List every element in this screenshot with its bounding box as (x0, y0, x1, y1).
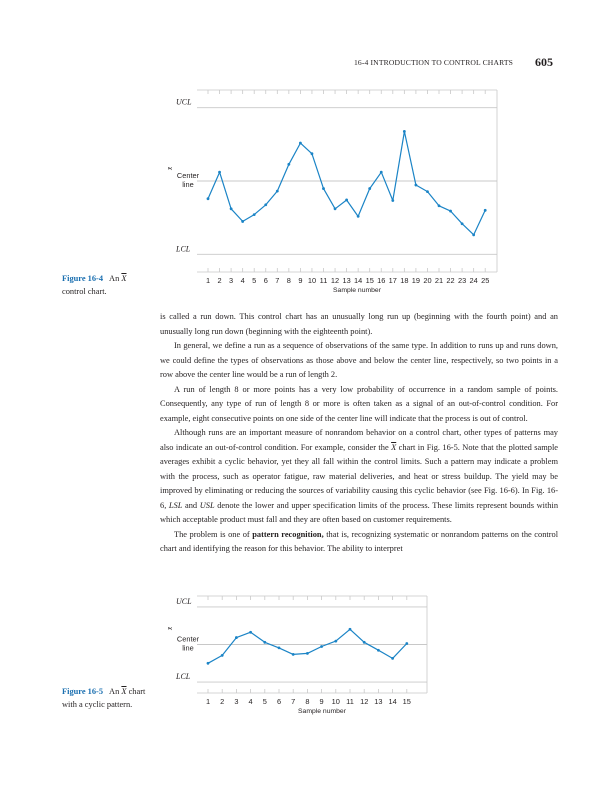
fig16-5-x-tick-label: 11 (346, 697, 354, 706)
fig16-4-x-tick-label: 8 (286, 276, 291, 285)
fig16-5-data-point (306, 652, 309, 655)
fig16-5-data-point (263, 641, 266, 644)
fig16-5-x-tick-label: 14 (388, 697, 397, 706)
fig16-4-y-axis-label: x̄ (166, 166, 174, 170)
fig16-4-x-tick-label: 24 (469, 276, 478, 285)
fig16-5-data-point (377, 649, 380, 652)
fig16-4-data-point (230, 207, 233, 210)
p5-pattern-recognition: pattern recognition, (252, 529, 324, 539)
fig16-4-x-tick-label: 16 (377, 276, 386, 285)
fig16-4-data-point (484, 209, 487, 212)
fig16-5-x-tick-label: 15 (402, 697, 411, 706)
fig16-5-data-point (334, 640, 337, 643)
fig16-5-x-axis-label: Sample number (298, 708, 346, 715)
fig16-4-x-tick-label: 12 (330, 276, 340, 285)
p5-part-a: The problem is one of (174, 529, 250, 539)
page-number: 605 (535, 55, 553, 69)
fig16-5-data-point (221, 654, 224, 657)
paragraph-4 (160, 426, 558, 528)
paragraph-3: A run of length 8 or more points has a very low probability of occurrence in a random sample of points. Consequently, any type of run of length 8 or more is often taken as a signal of an out-of-control condition. For example, eight consecutive points on one side of the center line will indicate that the process is out of control. (160, 384, 558, 423)
fig16-5-data-point (292, 653, 295, 656)
fig16-5-data-point (405, 642, 408, 645)
figure-16-5-caption (62, 685, 158, 711)
fig16-5-x-tick-label: 3 (234, 697, 239, 706)
fig16-4-series-line (208, 132, 485, 235)
fig16-4-x-tick-label: 14 (354, 276, 363, 285)
fig16-4-data-point (415, 184, 418, 187)
fig16-4-data-point (426, 190, 429, 193)
fig16-4-x-tick-label: 5 (252, 276, 257, 285)
figure-16-4-caption (62, 272, 152, 298)
fig16-5-x-tick-label: 2 (220, 697, 225, 706)
fig16-4-x-tick-label: 17 (388, 276, 397, 285)
fig16-5-ucl-label: UCL (176, 596, 192, 606)
section-title: 16-4 INTRODUCTION TO CONTROL CHARTS (353, 58, 513, 67)
fig16-4-x-axis-label: Sample number (333, 287, 381, 294)
fig16-4-data-point (380, 171, 383, 174)
p4-lsl: LSL (168, 500, 183, 510)
fig16-4-x-tick-label: 22 (446, 276, 455, 285)
fig16-5-data-point (320, 645, 323, 648)
fig16-4-data-point (368, 187, 371, 190)
fig16-5-data-point (278, 646, 281, 649)
fig16-4-data-point (472, 233, 475, 236)
fig16-5-x-tick-label: 6 (276, 697, 282, 706)
p5-part-c: that is, recognizing systematic or nonrandom patterns on the control chart and identifying the reason for this behavior. The ability to interpret (160, 529, 559, 553)
fig16-4-data-point (207, 197, 210, 200)
body-text (160, 310, 558, 557)
fig16-4-x-tick-label: 9 (298, 276, 303, 285)
fig16-5-x-tick-label: 9 (319, 697, 324, 706)
fig16-4-data-point (322, 187, 325, 190)
fig16-4-x-tick-label: 4 (240, 276, 245, 285)
fig16-4-x-tick-label: 11 (319, 276, 328, 285)
paragraph-5 (160, 528, 558, 557)
fig16-5-y-axis-label: x̄ (166, 626, 174, 630)
fig16-5-x-tick-label: 1 (205, 697, 211, 706)
fig16-5-data-point (349, 628, 352, 631)
fig16-4-center-label-1: Center (176, 171, 200, 180)
fig16-4-x-tick-label: 25 (481, 276, 490, 285)
fig16-4-data-point (391, 199, 394, 202)
figure-16-5-number: Figure 16-5 (62, 687, 104, 696)
fig16-5-data-point (363, 641, 366, 644)
fig16-5-data-point (235, 636, 238, 639)
fig16-4-x-tick-label: 2 (217, 276, 222, 285)
fig16-5-data-point (207, 662, 210, 665)
fig16-4-data-point (345, 199, 348, 202)
fig16-4-x-tick-label: 21 (434, 276, 444, 285)
fig16-4-data-point (334, 207, 337, 210)
fig16-5-center-label-1: Center (176, 634, 200, 644)
fig16-4-data-point (449, 210, 452, 213)
figure-16-4-number: Figure 16-4 (62, 274, 104, 283)
fig16-4-data-point (276, 190, 279, 193)
fig16-4-data-point (241, 220, 244, 223)
fig16-4-data-point (311, 152, 314, 155)
p4-part-a: Although runs are an important measure of nonrandom behavior on a control chart, other types of patterns may also indicate an out-of-control condition. For example, consider the (160, 428, 558, 452)
fig16-5-data-point (391, 657, 394, 660)
fig16-4-x-tick-label: 19 (411, 276, 421, 285)
fig16-4-data-point (218, 171, 221, 174)
fig16-5-x-tick-label: 12 (360, 697, 369, 706)
fig16-4-x-tick-label: 3 (229, 276, 234, 285)
figure-16-4-caption-text: An $\overline{X}$ control chart. (62, 274, 127, 296)
fig16-4-center-label-2: line (182, 180, 194, 189)
fig16-5-x-tick-label: 7 (291, 697, 296, 706)
fig16-4-x-tick-label: 15 (365, 276, 374, 285)
fig16-4-x-tick-label: 1 (205, 276, 211, 285)
fig16-4-x-tick-label: 20 (423, 276, 432, 285)
fig16-5-x-tick-label: 8 (305, 697, 310, 706)
fig16-4-x-tick-label: 6 (263, 276, 268, 285)
fig16-4-ucl-label: UCL (176, 97, 192, 107)
fig16-4-data-point (461, 222, 464, 225)
p4-part-c: chart in Fig. 16-5. Note that the plotted sample averages exhibit a cyclic behavior, yet they all fall within the control limits. Such a pattern may indicate a problem with the process, such as operator fatigue, raw material deliveries, and heat or stress buildup. The yield may be improved by eliminating or reducing the sources of variability causing this cyclic behavior (see Fig. 16-6). In Fig. 16-6, (160, 442, 559, 510)
fig16-5-lcl-label: LCL (176, 672, 191, 682)
fig16-4-data-point (438, 204, 441, 207)
fig16-4-data-point (253, 213, 256, 216)
p4-xbar-symbol: $\overline{X}$ (391, 442, 397, 452)
fig16-4-data-point (357, 215, 360, 218)
fig16-4-data-point (299, 142, 302, 145)
fig16-4-x-tick-label: 13 (342, 276, 351, 285)
fig16-4-data-point (287, 163, 290, 166)
fig16-4-x-tick-label: 23 (457, 276, 467, 285)
fig16-5-data-point (249, 631, 252, 634)
fig16-5-center-label-2: line (182, 643, 194, 653)
fig16-5-x-tick-label: 10 (331, 697, 340, 706)
p4-part-g: denote the lower and upper specification limits of the process. These limits represent bounds within which acceptable product must fall and they are often based on customer requirements. (160, 500, 559, 524)
paragraph-1: is called a run down. This control chart has an unusually long run up (beginning with the fourth point) and an unusually long run down (beginning with the eighteenth point). (160, 312, 558, 336)
fig16-4-data-point (264, 203, 267, 206)
paragraph-2: In general, we define a run as a sequence of observations of the same type. In addition to runs up and runs down, we could define the types of observations as those above and below the center line, respectively, so two points in a row above the center line would be a run of length 2. (160, 341, 558, 379)
fig16-4-x-tick-label: 18 (400, 276, 409, 285)
fig16-4-x-tick-label: 10 (307, 276, 317, 285)
fig16-4-lcl-label: LCL (176, 244, 191, 254)
fig16-5-x-tick-label: 13 (374, 697, 383, 706)
p4-and: and (185, 500, 198, 510)
fig16-4-x-tick-label: 7 (275, 276, 280, 285)
fig16-5-x-tick-label: 4 (248, 697, 253, 706)
fig16-5-x-tick-label: 5 (262, 697, 267, 706)
fig16-5-series-line (208, 629, 407, 663)
fig16-4-data-point (403, 130, 406, 133)
figure-16-5-caption-text: An $\overline{X}$ chart with a cyclic pattern. (62, 687, 146, 709)
p4-usl: USL (199, 500, 215, 510)
